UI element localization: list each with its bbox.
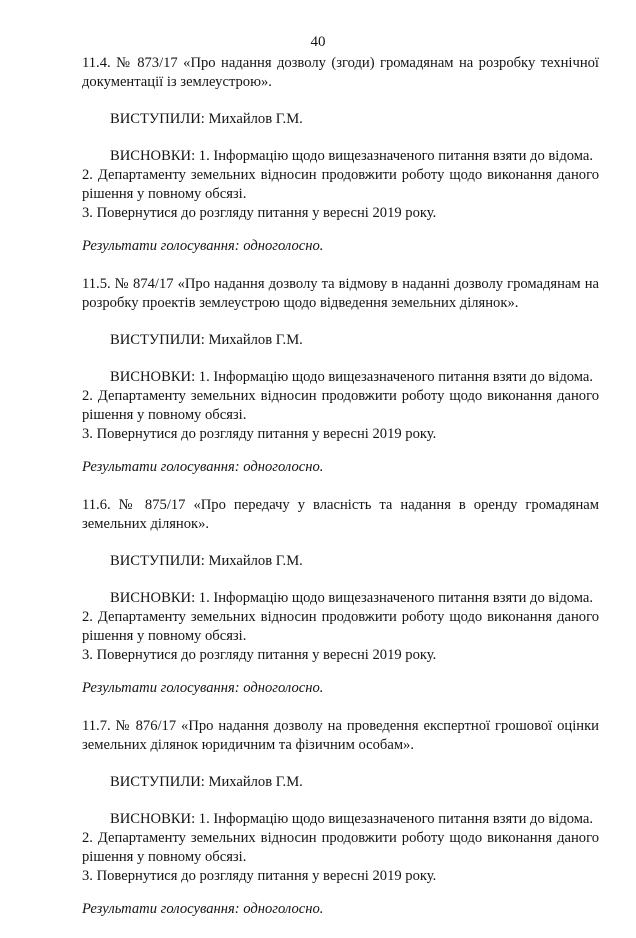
item-title: 11.5. № 874/17 «Про надання дозволу та відмову в наданні дозволу громадянам на розробку проектів землеустрою щодо відведення земельних ділянок». [82,276,599,311]
item-title: 11.7. № 876/17 «Про надання дозволу на проведення експертної грошової оцінки земельних ділянок юридичним та фізичним особам». [82,718,599,753]
document-body [82,54,599,938]
speakers-line: ВИСТУПИЛИ: Михайлов Г.М. [110,111,303,127]
conclusion-1: ВИСНОВКИ: 1. Інформацію щодо вищезазначеного питання взяти до відома. [110,811,594,827]
item-title: 11.6. № 875/17 «Про передачу у власність та надання в оренду громадянам земельних ділянок». [82,497,599,532]
conclusion-1: ВИСНОВКИ: 1. Інформацію щодо вищезазначеного питання взяти до відома. [110,590,594,606]
agenda-item-11-4 [82,54,599,256]
conclusion-2: 2. Департаменту земельних відносин продовжити роботу щодо виконання даного рішення у повному обсязі. [82,609,599,644]
item-title: 11.4. № 873/17 «Про надання дозволу (згоди) громадянам на розробку технічної документації із землеустрою». [82,55,599,90]
agenda-item-11-6 [82,496,599,698]
voting-result: Результати голосування: одноголосно. [82,680,324,696]
conclusion-3: 3. Повернутися до розгляду питання у вересні 2019 року. [82,868,437,884]
speakers-line: ВИСТУПИЛИ: Михайлов Г.М. [110,774,303,790]
conclusion-1: ВИСНОВКИ: 1. Інформацію щодо вищезазначеного питання взяти до відома. [110,369,594,385]
conclusion-3: 3. Повернутися до розгляду питання у вересні 2019 року. [82,647,437,663]
conclusion-2: 2. Департаменту земельних відносин продовжити роботу щодо виконання даного рішення у повному обсязі. [82,388,599,423]
conclusion-2: 2. Департаменту земельних відносин продовжити роботу щодо виконання даного рішення у повному обсязі. [82,167,599,202]
speakers-line: ВИСТУПИЛИ: Михайлов Г.М. [110,553,303,569]
agenda-item-11-5 [82,275,599,477]
agenda-item-11-7 [82,717,599,919]
page-number: 40 [310,34,326,50]
conclusion-1: ВИСНОВКИ: 1. Інформацію щодо вищезазначеного питання взяти до відома. [110,148,594,164]
speakers-line: ВИСТУПИЛИ: Михайлов Г.М. [110,332,303,348]
voting-result: Результати голосування: одноголосно. [82,901,324,917]
conclusion-2: 2. Департаменту земельних відносин продовжити роботу щодо виконання даного рішення у повному обсязі. [82,830,599,865]
voting-result: Результати голосування: одноголосно. [82,238,324,254]
conclusion-3: 3. Повернутися до розгляду питання у вересні 2019 року. [82,426,437,442]
conclusion-3: 3. Повернутися до розгляду питання у вересні 2019 року. [82,205,437,221]
voting-result: Результати голосування: одноголосно. [82,459,324,475]
